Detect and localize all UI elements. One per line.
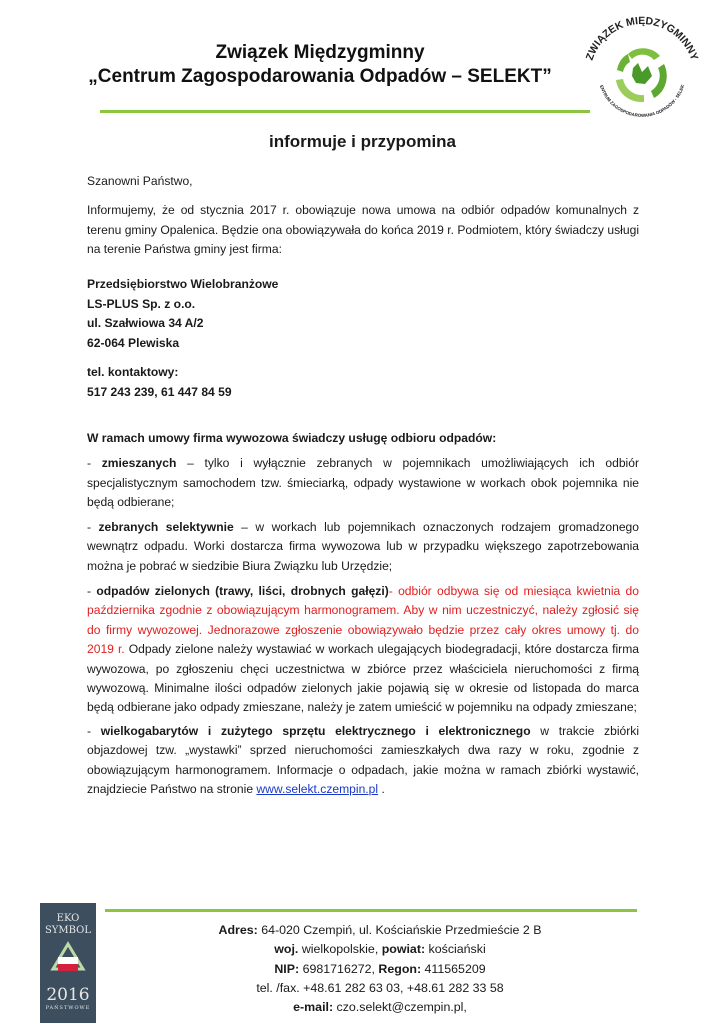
- svg-text:"CENTRUM ZAGOSPODAROWANIA ODPA: ENTRUM ZAGOSPODAROWANIA ODPADÓW - SELEK: [598, 83, 686, 118]
- footer-phone: tel. /fax. +48.61 282 63 03, +48.61 282 33 58: [256, 980, 504, 995]
- website-link[interactable]: www.selekt.czempin.pl: [256, 781, 379, 796]
- header-title-line2: „Centrum Zagospodarowania Odpadów – SELEKT”: [88, 66, 552, 87]
- recycling-logo-icon: [572, 6, 710, 134]
- badge-small-text: PAŃSTWOWE: [45, 1005, 91, 1011]
- footer-divider: [105, 909, 637, 912]
- phone-numbers: 517 243 239, 61 447 84 59: [87, 384, 232, 399]
- footer-address: Adres: 64-020 Czempiń, ul. Kościańskie Przedmieście 2 B: [218, 923, 542, 937]
- header-divider: [100, 110, 590, 113]
- intro-paragraph: Informujemy, że od stycznia 2017 r. obowiązuje nowa umowa na odbiór odpadów komunalnych z terenu gminy Opalenica. Będzie ona obowiązywała do końca 2019 r. Podmiotem, który świadczy usługi na terenie Państwa gminy jest firma:: [87, 203, 639, 257]
- svg-text:ZWIĄZEK MIĘDZYGMINNY: ZWIĄZEK MIĘDZYGMINNY: [583, 14, 701, 62]
- service-green: - odpadów zielonych (trawy, liści, drobnych gałęzi)- odbiór odbywa się od miesiąca kwietnia do października zgodnie z obowiązującym harmonogramem. Aby w nim uczestniczyć, należy zgłosić się do firmy wywozowej. Jednorazowe zgłoszenie obowiązywało będzie przez cały okres umowy tj. do 2019 r. Odpady zielone należy wystawiać w workach ulegających biodegradacji, które dostarcza firma wywozowa, po zgłoszeniu chęci uczestnictwa w zbiórce przez właściciela nieruchomości z firmą wywozową. Minimalne ilości odpadów zielonych jakie pojawią się w okresie od listopada do marca będą odbierane jako odpady zmieszane, należy je zatem umieścić w pojemniku na odpady zmieszane;: [87, 583, 640, 715]
- greeting: Szanowni Państwo,: [87, 174, 193, 188]
- company-city: 62-064 Plewiska: [87, 335, 180, 350]
- service-mixed: - zmieszanych – tylko i wyłącznie zebranych w pojemnikach umożliwiających ich odbiór specjalistycznym samochodem tzw. śmieciarką, odpady wystawione w workach obok pojemnika nie będą odbierane;: [87, 456, 639, 510]
- footer-region: woj. wielkopolskie, powiat: kościański: [274, 942, 486, 957]
- services-heading: W ramach umowy firma wywozowa świadczy usługę odbioru odpadów:: [87, 431, 497, 446]
- phone-label: tel. kontaktowy:: [87, 365, 179, 380]
- company-name: Przedsiębiorstwo Wielobranżowe: [87, 276, 279, 291]
- badge-year: 2016: [46, 985, 90, 1005]
- footer-ids: NIP: 6981716272, Regon: 411565209: [274, 961, 486, 976]
- header-title-line1: Związek Międzygminny: [215, 42, 425, 63]
- footer-contact: [110, 921, 650, 1017]
- badge-line2: SYMBOL: [44, 925, 92, 936]
- eko-recycle-icon: [48, 941, 88, 983]
- letter-body: [87, 172, 639, 799]
- badge-line1: EKO: [56, 913, 80, 924]
- service-bulky: - wielkogabarytów i zużytego sprzętu elektrycznego i elektronicznego w trakcie zbiórki objazdowej tzw. „wystawki” sprzed nieruchomości zamieszkałych dwa razy w roku, zgodnie z obowiązującym harmonogramem. Informacje o odpadach, jakie można w ramach zbiórki wystawić, znajdziecie Państwo na stronie www.selekt.czempin.pl .: [87, 723, 640, 796]
- eko-symbol-badge: [40, 903, 96, 1023]
- company-street: ul. Szałwiowa 34 A/2: [87, 316, 204, 331]
- company-firm: LS-PLUS Sp. z o.o.: [87, 297, 196, 312]
- footer-email: e-mail: czo.selekt@czempin.pl,: [293, 1000, 467, 1015]
- service-selective: - zebranych selektywnie – w workach lub pojemnikach oznaczonych rodzajem gromadzonego wewnątrz odpadu. Worki dostarcza firma wywozowa lub w przypadku większego zapotrzebowania można je pobrać w siedzibie Biura Związku lub Urzędzie;: [87, 519, 640, 573]
- subtitle: informuje i przypomina: [268, 132, 457, 151]
